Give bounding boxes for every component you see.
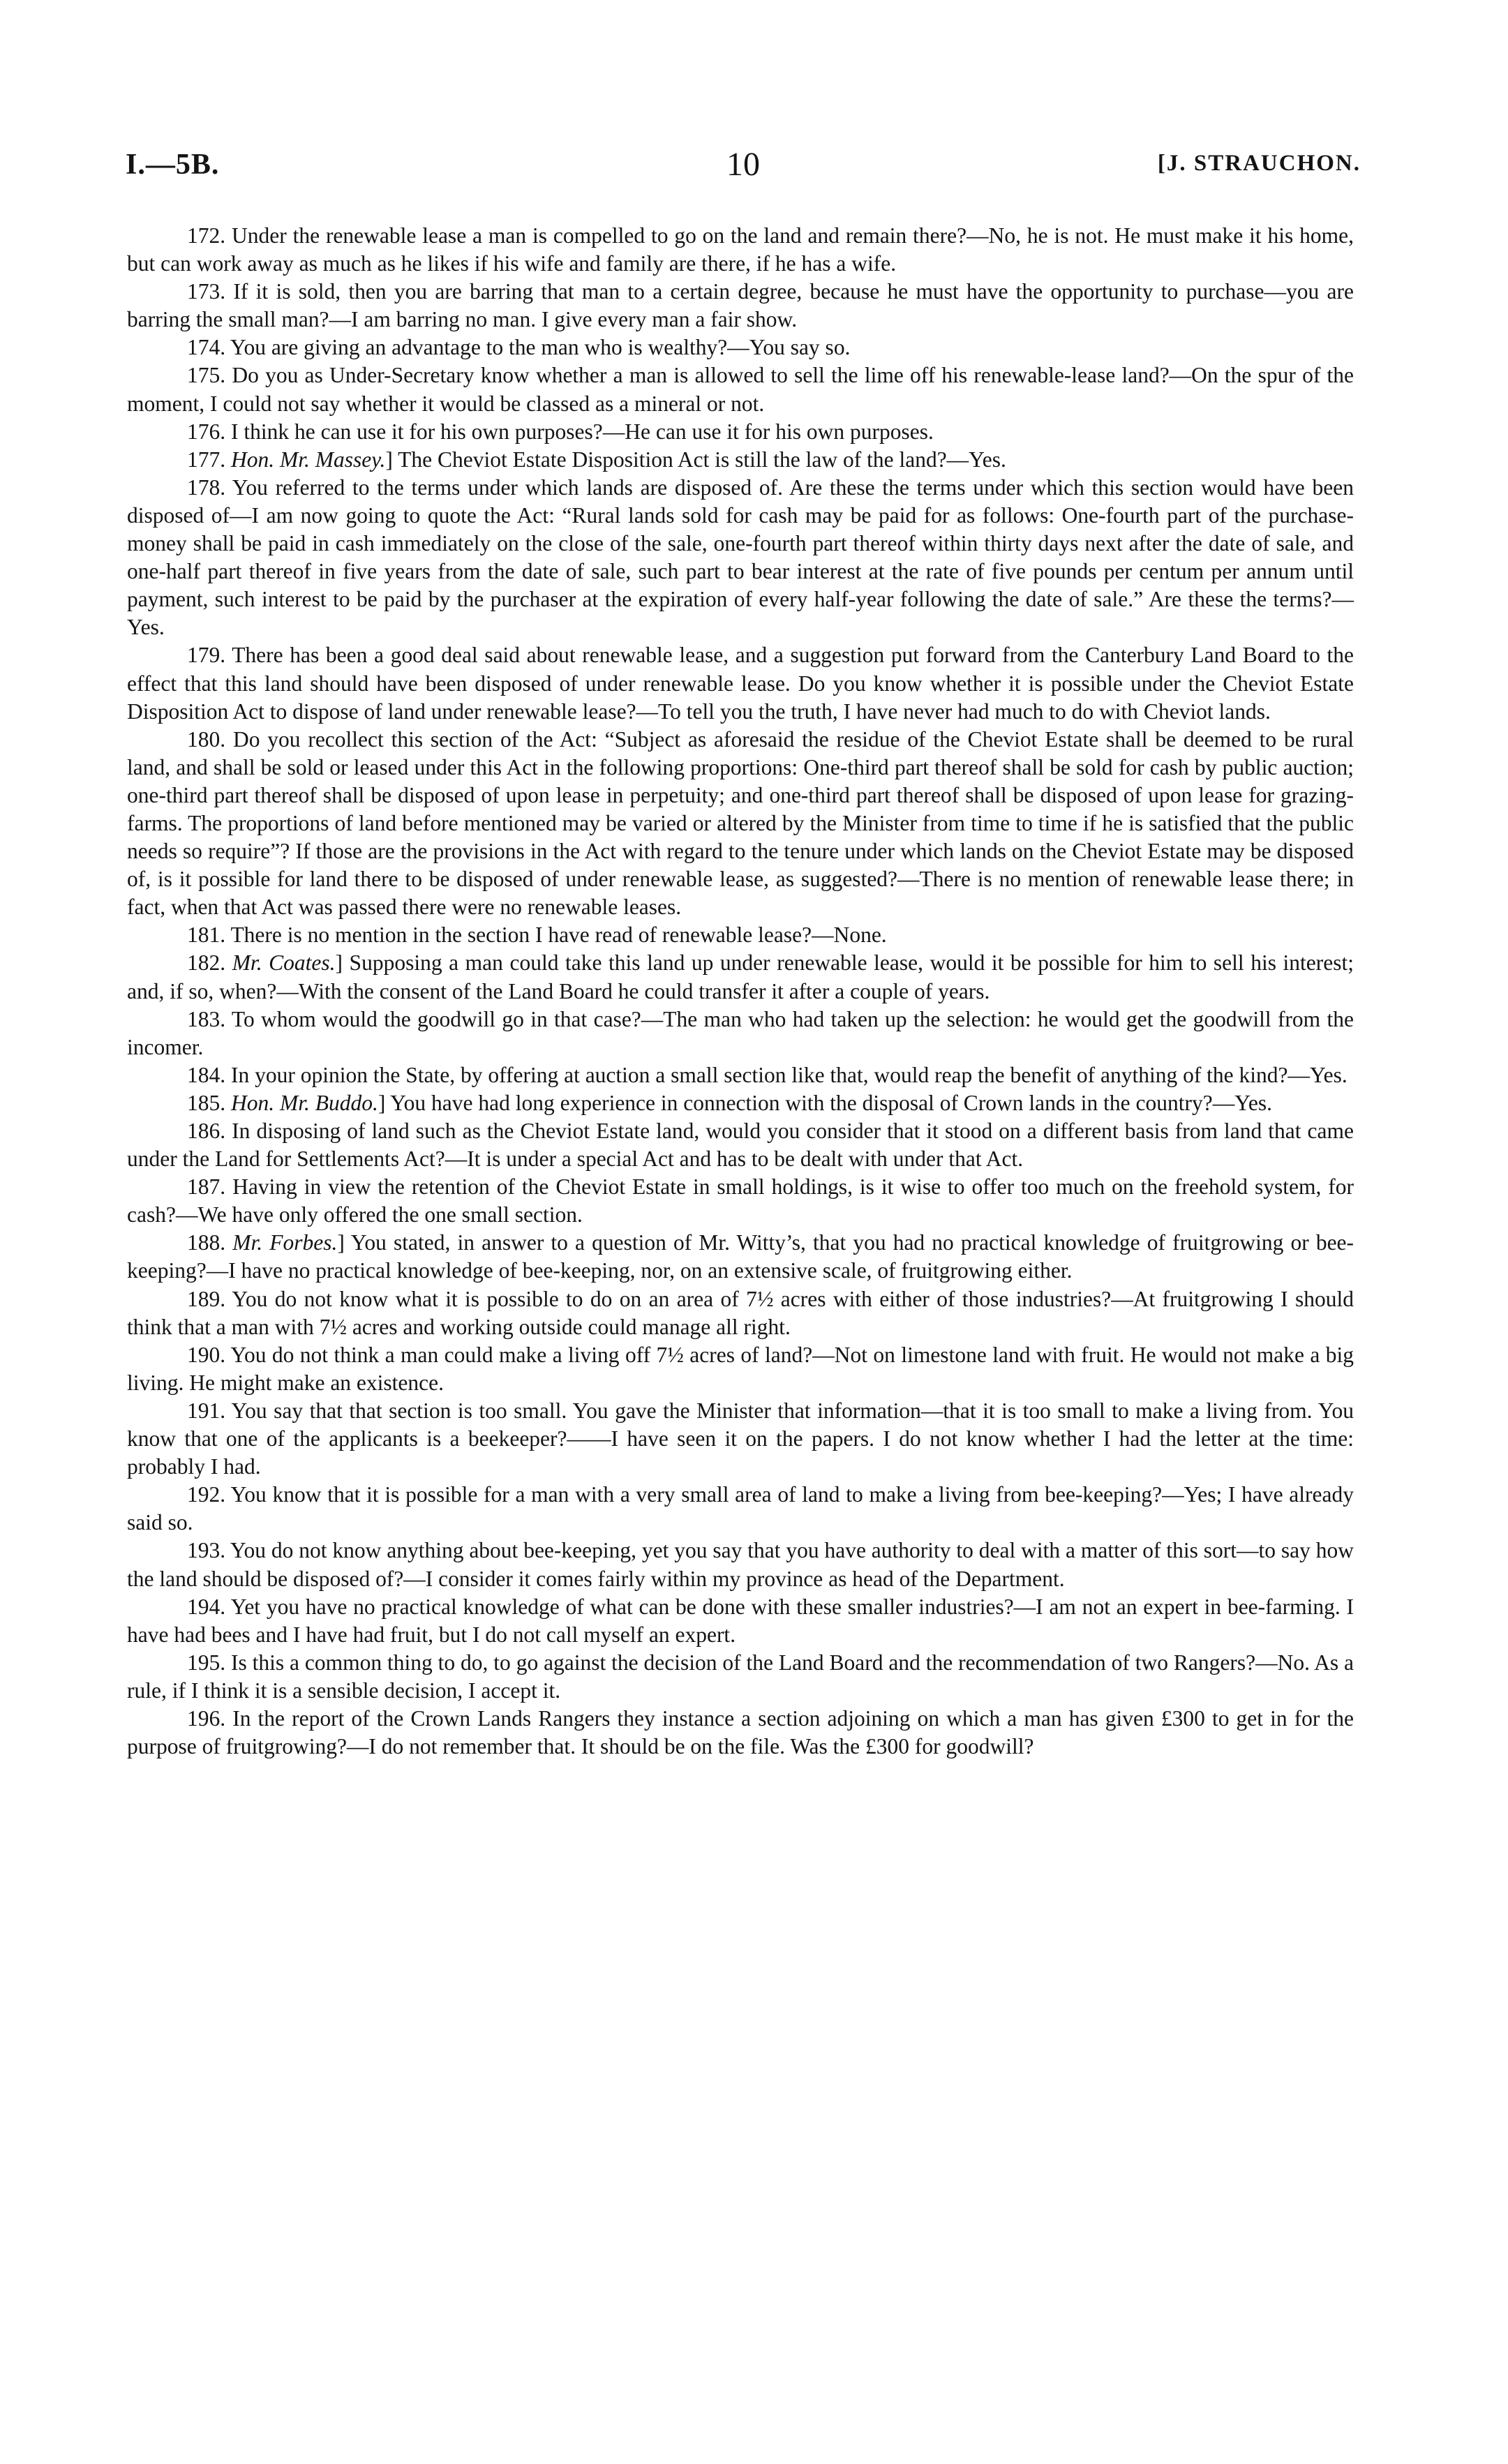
question-text: Do you as Under-Secretary know whether a man is allowed to sell the lime off his renewable-lease land?—On the spur of the moment, I could not say whether it would be classed as a mineral or not. [127, 363, 1354, 416]
witness-name: [J. STRAUCHON. [1157, 151, 1361, 176]
question-paragraph [127, 1061, 1354, 1089]
question-text: You do not know anything about bee-keeping, yet you say that you have authority to deal with a matter of this sort—to say how the land should be disposed of?—I consider it comes fairly within my province as head of the Department. [127, 1538, 1354, 1591]
question-text: ] Supposing a man could take this land up under renewable lease, would it be possible for him to sell his interest; and, if so, when?—With the consent of the Land Board he could transfer it after a couple of years. [127, 950, 1354, 1003]
question-number: 192. [187, 1482, 226, 1507]
question-paragraph [127, 1006, 1354, 1061]
question-paragraph [127, 1089, 1354, 1117]
page-number: 10 [726, 146, 760, 183]
question-text: In disposing of land such as the Cheviot Estate land, would you consider that it stood on a different basis from land that came under the Land for Settlements Act?—It is under a special Act and has to be dealt with under that Act. [127, 1119, 1354, 1172]
document-body [127, 222, 1354, 1761]
question-paragraph [127, 921, 1354, 949]
speaker-name: Hon. Mr. Massey. [231, 447, 386, 472]
question-paragraph [127, 1173, 1354, 1229]
question-paragraph [127, 1285, 1354, 1341]
question-paragraph [127, 418, 1354, 446]
speaker-name: Mr. Forbes. [232, 1230, 338, 1255]
question-text: ] You stated, in answer to a question of Mr. Witty’s, that you had no practical knowledge of fruitgrowing or bee-keeping?—I have no practical knowledge of bee-keeping, nor, on an extensive scale, of fruitgrowing either. [127, 1230, 1354, 1283]
question-paragraph [127, 334, 1354, 361]
question-text: Under the renewable lease a man is compelled to go on the land and remain there?—No, he is not. He must make it his home, but can work away as much as he likes if his wife and family are there, if he has a wife. [127, 223, 1354, 276]
question-number: 189. [187, 1286, 226, 1311]
question-paragraph [127, 1649, 1354, 1705]
question-number: 186. [187, 1119, 226, 1143]
question-paragraph [127, 949, 1354, 1005]
question-paragraph [127, 278, 1354, 334]
question-paragraph [127, 1229, 1354, 1285]
question-number: 193. [187, 1538, 226, 1563]
question-text: Do you recollect this section of the Act: “Subject as aforesaid the residue of the Cheviot Estate shall be deemed to be rural land, and shall be sold or leased under this Act in the following proportions: One-third part thereof shall be sold for cash by public auction; one-third part thereof shall be disposed of upon lease in perpetuity; and one-third part thereof shall be disposed of upon lease for grazing-farms. The proportions of land before mentioned may be varied or altered by the Minister from time to time if he is satisfied that the public needs so require”? If those are the provisions in the Act with regard to the tenure under which lands on the Cheviot Estate may be disposed of, is it possible for land there to be disposed of under renewable lease, as suggested?—There is no mention of renewable lease there; in fact, when that Act was passed there were no renewable leases. [127, 726, 1354, 920]
question-text: You say that that section is too small. You gave the Minister that information—that it is too small to make a living from. You know that one of the applicants is a beekeeper?——I have seen it on the papers. I do not know whether I had the letter at the time: probably I had. [127, 1398, 1354, 1479]
question-paragraph [127, 641, 1354, 725]
question-number: 196. [187, 1705, 226, 1731]
question-text: Is this a common thing to do, to go against the decision of the Land Board and the recommendation of two Rangers?—No. As a rule, if I think it is a sensible decision, I accept it. [127, 1650, 1354, 1703]
question-number: 188. [187, 1230, 226, 1255]
paper-reference: I.—5B. [126, 149, 220, 181]
question-paragraph [127, 1481, 1354, 1537]
question-text: You referred to the terms under which lands are disposed of. Are these the terms under which this section would have been disposed of—I am now going to quote the Act: “Rural lands sold for cash may be paid for as follows: One-fourth part of the purchase-money shall be paid in cash immediately on the close of the sale, one-fourth part thereof within thirty days next after the date of sale, and one-half part thereof in five years from the date of sale, such part to bear interest at the rate of five pounds per centum per annum until payment, such interest to be paid by the purchaser at the expiration of every half-year following the date of sale.” Are these the terms?—Yes. [127, 475, 1354, 640]
question-number: 190. [187, 1342, 226, 1367]
question-number: 184. [187, 1062, 226, 1087]
question-paragraph [127, 446, 1354, 474]
question-number: 183. [187, 1006, 226, 1031]
question-text: ] The Cheviot Estate Disposition Act is still the law of the land?—Yes. [385, 447, 1006, 472]
question-number: 178. [187, 475, 226, 500]
question-paragraph [127, 1341, 1354, 1397]
question-paragraph [127, 1397, 1354, 1481]
question-text: To whom would the goodwill go in that case?—The man who had taken up the selection: he would get the goodwill from the incomer. [127, 1006, 1354, 1059]
question-paragraph [127, 726, 1354, 922]
question-number: 185. [187, 1090, 226, 1115]
question-number: 175. [187, 363, 226, 388]
question-paragraph [127, 1593, 1354, 1649]
question-text: If it is sold, then you are barring that man to a certain degree, because he must have the opportunity to purchase—you are barring the small man?—I am barring no man. I give every man a fair show. [127, 279, 1354, 332]
page-header [126, 148, 1361, 190]
question-number: 172. [187, 223, 226, 248]
question-text: There has been a good deal said about renewable lease, and a suggestion put forward from the Canterbury Land Board to the effect that this land should have been disposed of under renewable lease. Do you know whether it is possible under the Cheviot Estate Disposition Act to dispose of land under renewable lease?—To tell you the truth, I have never had much to do with Cheviot lands. [127, 643, 1354, 724]
question-number: 195. [187, 1650, 226, 1675]
question-number: 179. [187, 643, 226, 668]
question-paragraph [127, 222, 1354, 278]
question-number: 187. [187, 1174, 226, 1200]
question-text: Yet you have no practical knowledge of what can be done with these smaller industries?—I am not an expert in bee-farming. I have had bees and I have had fruit, but I do not call myself an expert. [127, 1594, 1354, 1647]
question-text: In the report of the Crown Lands Rangers they instance a section adjoining on which a man has given £300 to get in for the purpose of fruitgrowing?—I do not remember that. It should be on the file. Was the £300 for goodwill? [127, 1705, 1354, 1759]
question-text: You know that it is possible for a man with a very small area of land to make a living from bee-keeping?—Yes; I have already said so. [127, 1482, 1354, 1535]
question-text: You do not think a man could make a living off 7½ acres of land?—Not on limestone land with fruit. He would not make a big living. He might make an existence. [127, 1342, 1354, 1395]
question-text: You do not know what it is possible to do on an area of 7½ acres with either of those industries?—At fruitgrowing I should think that a man with 7½ acres and working outside could manage all right. [127, 1286, 1354, 1339]
question-text: I think he can use it for his own purposes?—He can use it for his own purposes. [231, 419, 934, 444]
question-number: 177. [187, 447, 226, 472]
question-text: ] You have had long experience in connection with the disposal of Crown lands in the country?—Yes. [378, 1090, 1272, 1115]
question-paragraph [127, 474, 1354, 642]
question-number: 174. [187, 335, 226, 360]
question-paragraph [127, 1705, 1354, 1761]
question-number: 181. [187, 923, 226, 948]
question-text: You are giving an advantage to the man who is wealthy?—You say so. [230, 335, 851, 360]
question-paragraph [127, 1537, 1354, 1592]
question-number: 176. [187, 419, 226, 444]
question-text: There is no mention in the section I have read of renewable lease?—None. [230, 923, 887, 948]
question-number: 194. [187, 1594, 226, 1619]
question-paragraph [127, 1117, 1354, 1173]
question-number: 173. [187, 279, 226, 304]
question-text: Having in view the retention of the Cheviot Estate in small holdings, is it wise to offer too much on the freehold system, for cash?—We have only offered the one small section. [127, 1174, 1354, 1227]
question-text: In your opinion the State, by offering at auction a small section like that, would reap the benefit of anything of the kind?—Yes. [231, 1062, 1348, 1087]
question-number: 182. [187, 950, 226, 976]
question-number: 180. [187, 726, 226, 752]
speaker-name: Hon. Mr. Buddo. [231, 1090, 378, 1115]
question-paragraph [127, 361, 1354, 417]
speaker-name: Mr. Coates. [232, 950, 336, 976]
question-number: 191. [187, 1398, 226, 1423]
